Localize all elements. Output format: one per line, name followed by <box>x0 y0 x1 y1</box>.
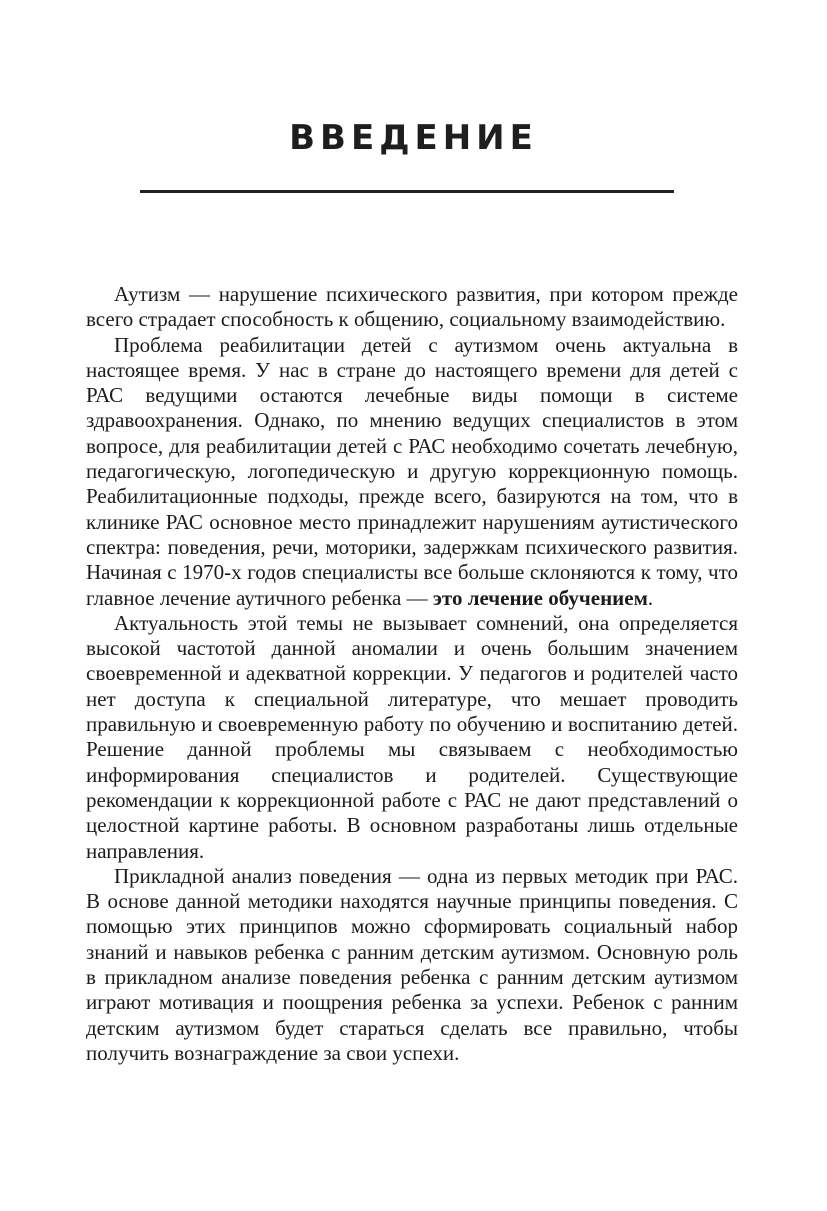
body-text <box>86 282 738 1066</box>
emphasis-text: это лечение обучением <box>432 585 648 610</box>
paragraph-tail: . <box>647 585 654 610</box>
paragraph-rehabilitation <box>86 333 738 611</box>
paragraph-aba <box>86 864 738 1066</box>
paragraph-text: Проблема реабилитации детей с аутизмом очень актуальна в настоящее время. У нас в стране до настоящего времени для детей с РАС ведущими остаются лечебные виды помощи в системе здравоохранения. Однако, по мнению ведущих специалистов в этом вопросе, для реабилитации детей с РАС необходимо сочетать лечебную, педагогическую, логопедическую и другую коррекционную помощь. Реабилитационные подходы, прежде всего, базируются на том, что в клинике РАС основное место принадлежит нарушениям аутистического спектра: поведения, речи, моторики, задержкам психического развития. Начиная с 1970-х годов специалисты все больше склоняются к тому, что главное лечение аутичного ребенка — <box>86 332 738 610</box>
paragraph-text: Актуальность этой темы не вызывает сомнений, она определяется высокой частотой данной аномалии и очень большим значением своевременной и адекватной коррекции. У педагогов и родителей часто нет доступа к специальной литературе, что мешает проводить правильную и своевременную работу по обучению и воспитанию детей. Решение данной проблемы мы связываем с необходимостью информирования специалистов и родителей. Существующие рекомендации к коррекционной работе с РАС не дают представлений о целостной картине работы. В основном разработаны лишь отдельные направления. <box>86 610 738 863</box>
chapter-heading: ВВЕДЕНИЕ <box>289 118 538 158</box>
paragraph-text: Аутизм — нарушение психического развития, при котором прежде всего страдает способность к общению, социальному взаимодействию. <box>86 282 738 332</box>
paragraph-text: Прикладной анализ поведения — одна из первых методик при РАС. В основе данной методики находятся научные принципы поведения. С помощью этих принципов можно сформировать социальный набор знаний и навыков ребенка с ранним детским аутизмом. Основную роль в прикладном анализе поведения ребенка с ранним детским аутизмом играют мотивация и поощрения ребенка за успехи. Ребенок с ранним детским аутизмом будет стараться сделать все правильно, чтобы получить вознаграждение за свои успехи. <box>86 863 738 1065</box>
paragraph-definition <box>86 282 738 333</box>
paragraph-relevance <box>86 611 738 864</box>
heading-divider <box>140 190 674 193</box>
